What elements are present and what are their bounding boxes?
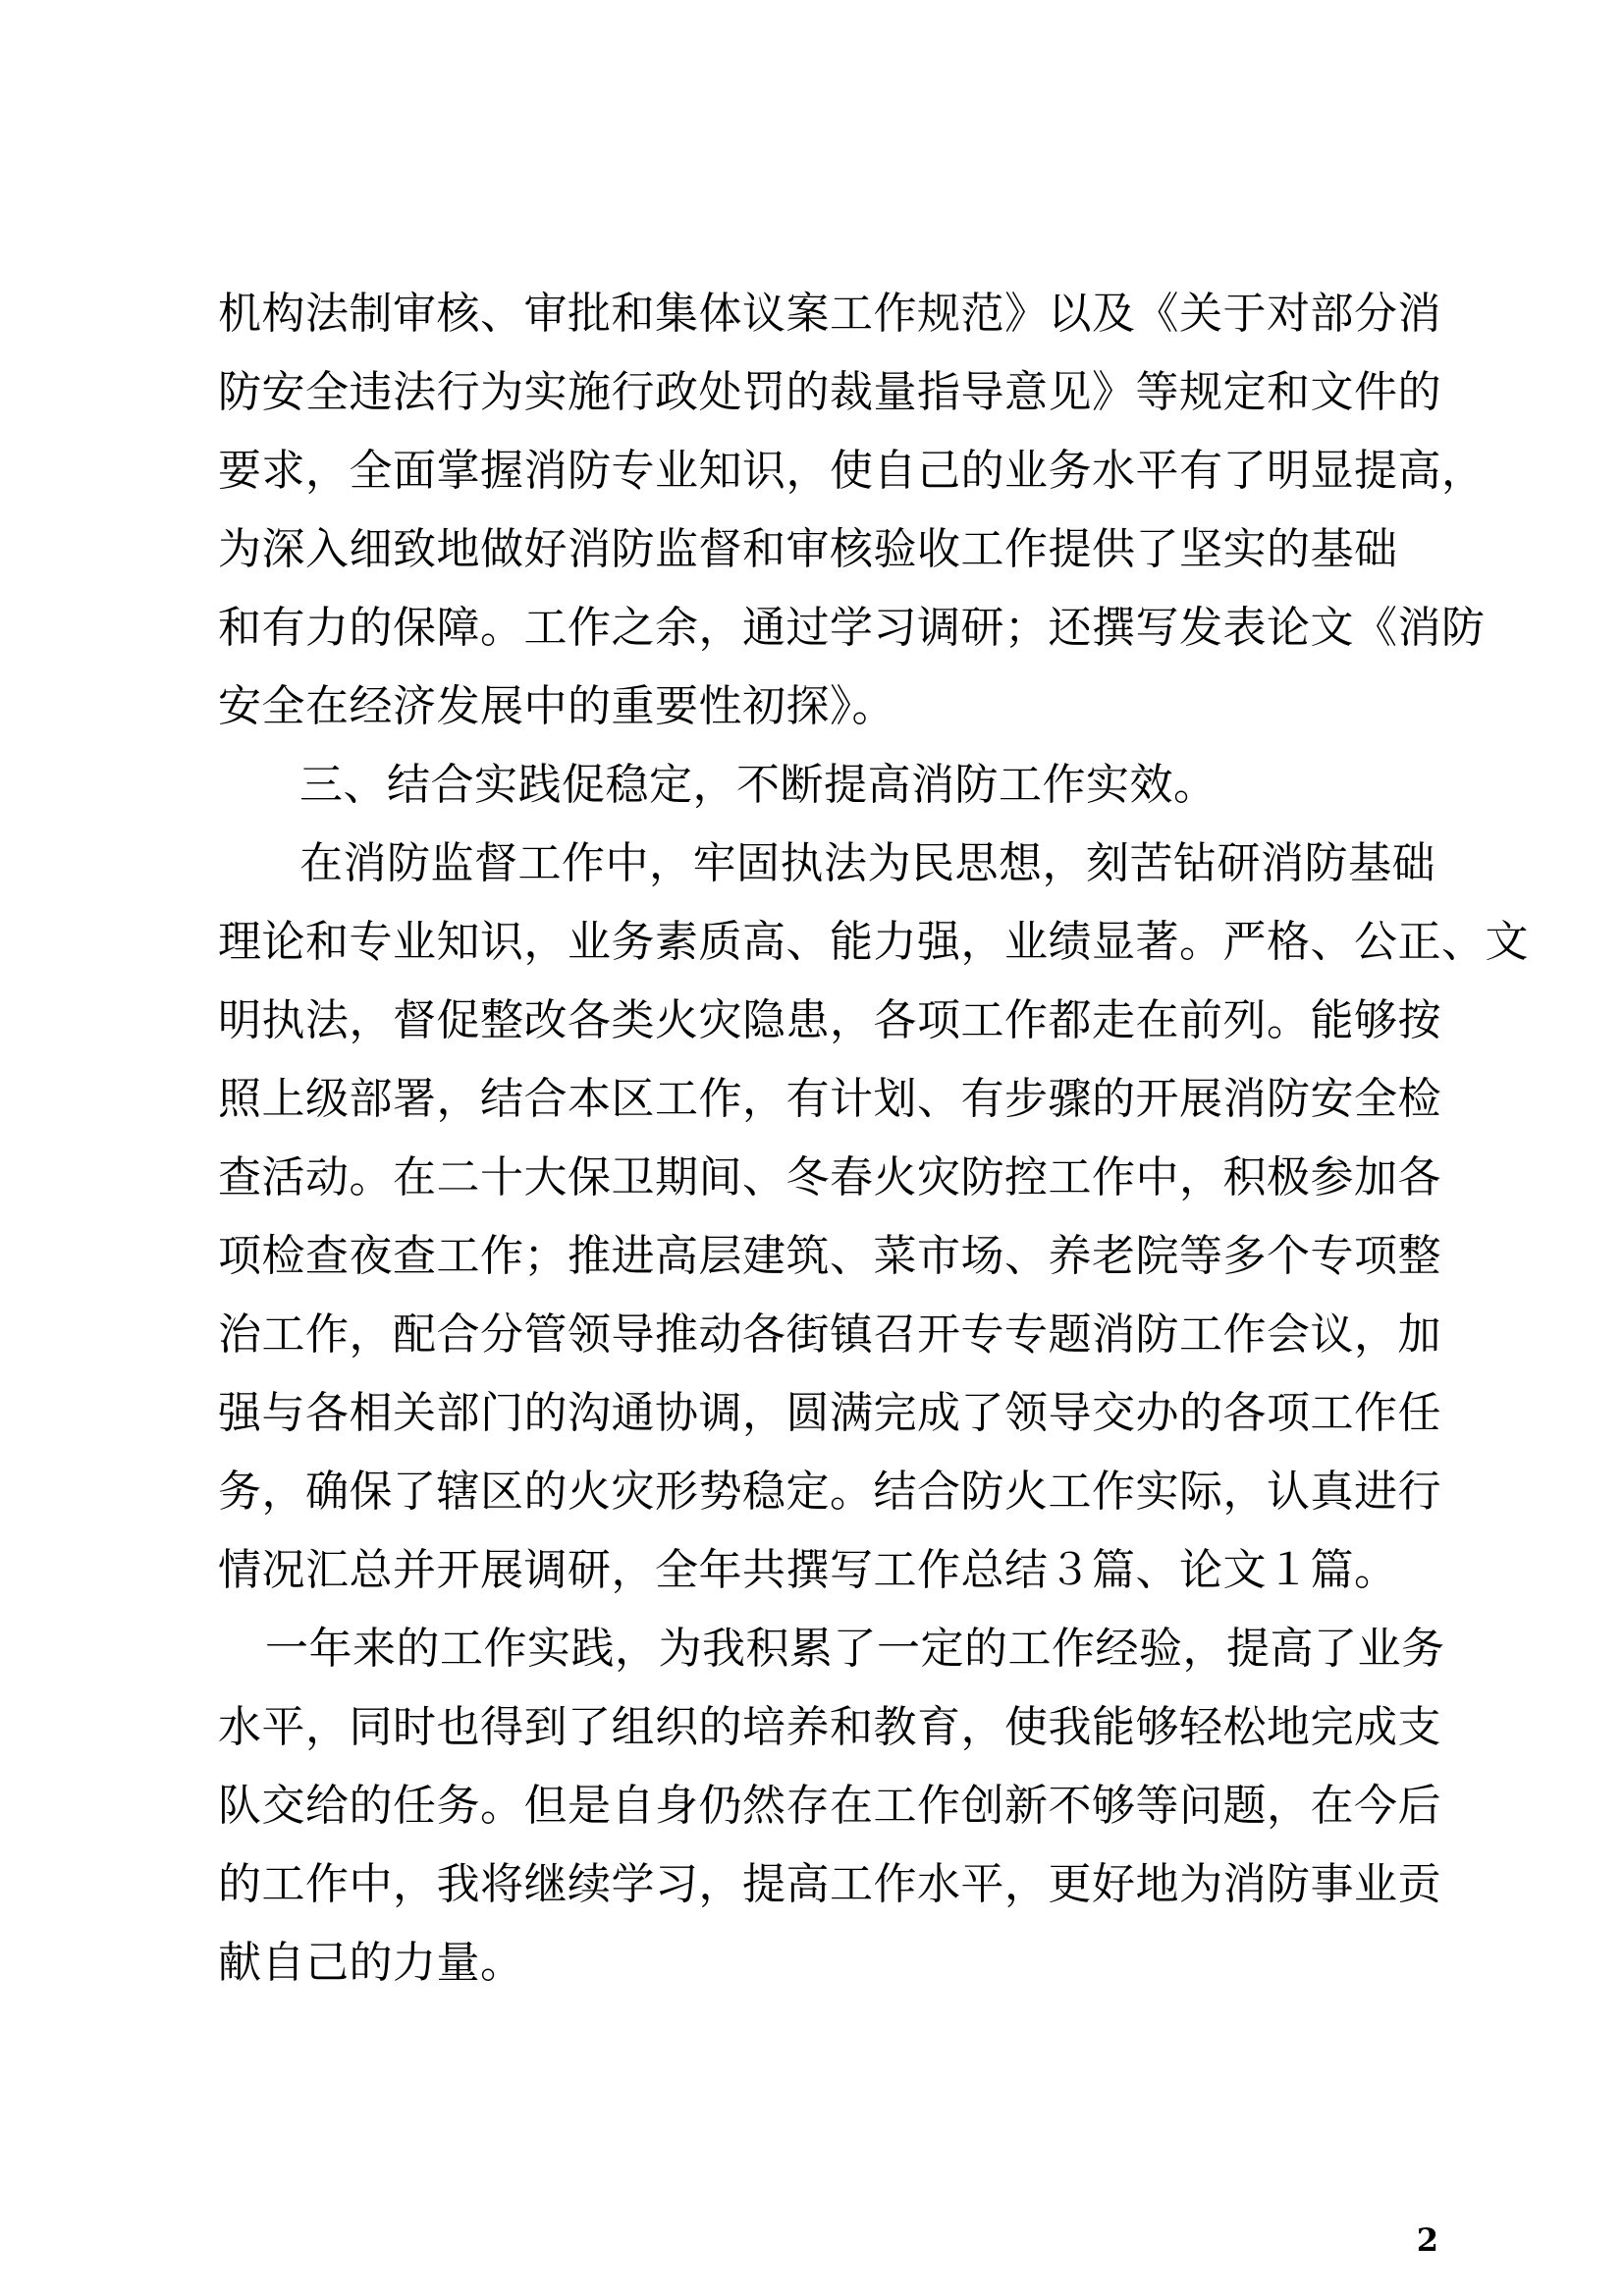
- text-line: 献自己的力量。: [218, 1938, 524, 1988]
- text-line: 安全在经济发展中的重要性初探》。: [218, 681, 895, 731]
- text-line: 队交给的任务。但是自身仍然存在工作创新不够等问题，在今后: [218, 1781, 1441, 1831]
- text-line: 照上级部署，结合本区工作，有计划、有步骤的开展消防安全检: [218, 1074, 1441, 1124]
- text-line: 明执法，督促整改各类火灾隐患，各项工作都走在前列。能够按: [218, 995, 1441, 1045]
- section-heading: 三、结合实践促稳定，不断提高消防工作实效。: [299, 760, 1218, 810]
- text-line: 项检查夜查工作；推进高层建筑、菜市场、养老院等多个专项整: [218, 1231, 1441, 1281]
- text-line: 情况汇总并开展调研，全年共撰写工作总结３篇、论文１篇。: [218, 1545, 1398, 1595]
- text-line: 强与各相关部门的沟通协调，圆满完成了领导交办的各项工作任: [218, 1388, 1441, 1438]
- text-line: 务，确保了辖区的火灾形势稳定。结合防火工作实际，认真进行: [218, 1467, 1441, 1517]
- text-line: 查活动。在二十大保卫期间、冬春火灾防控工作中，积极参加各: [218, 1152, 1441, 1202]
- text-line: 水平，同时也得到了组织的培养和教育，使我能够轻松地完成支: [218, 1702, 1441, 1752]
- text-line: 要求，全面掌握消防专业知识，使自己的业务水平有了明显提高，: [218, 446, 1486, 496]
- text-line: 和有力的保障。工作之余，通过学习调研；还撰写发表论文《消防: [218, 603, 1486, 653]
- text-line: 机构法制审核、审批和集体议案工作规范》以及《关于对部分消: [218, 289, 1441, 339]
- text-line: 的工作中，我将继续学习，提高工作水平，更好地为消防事业贡: [218, 1859, 1441, 1909]
- text-line: 一年来的工作实践，为我积累了一定的工作经验，提高了业务: [265, 1624, 1445, 1674]
- text-line: 防安全违法行为实施行政处罚的裁量指导意见》等规定和文件的: [218, 367, 1441, 417]
- text-line: 治工作，配合分管领导推动各街镇召开专专题消防工作会议，加: [218, 1309, 1441, 1360]
- text-line: 在消防监督工作中，牢固执法为民思想，刻苦钻研消防基础: [299, 838, 1435, 888]
- text-line: 理论和专业知识，业务素质高、能力强，业绩显著。严格、公正、文: [218, 917, 1529, 967]
- text-line: 为深入细致地做好消防监督和审核验收工作提供了坚实的基础: [218, 524, 1398, 574]
- page-number: 2: [1416, 2221, 1438, 2259]
